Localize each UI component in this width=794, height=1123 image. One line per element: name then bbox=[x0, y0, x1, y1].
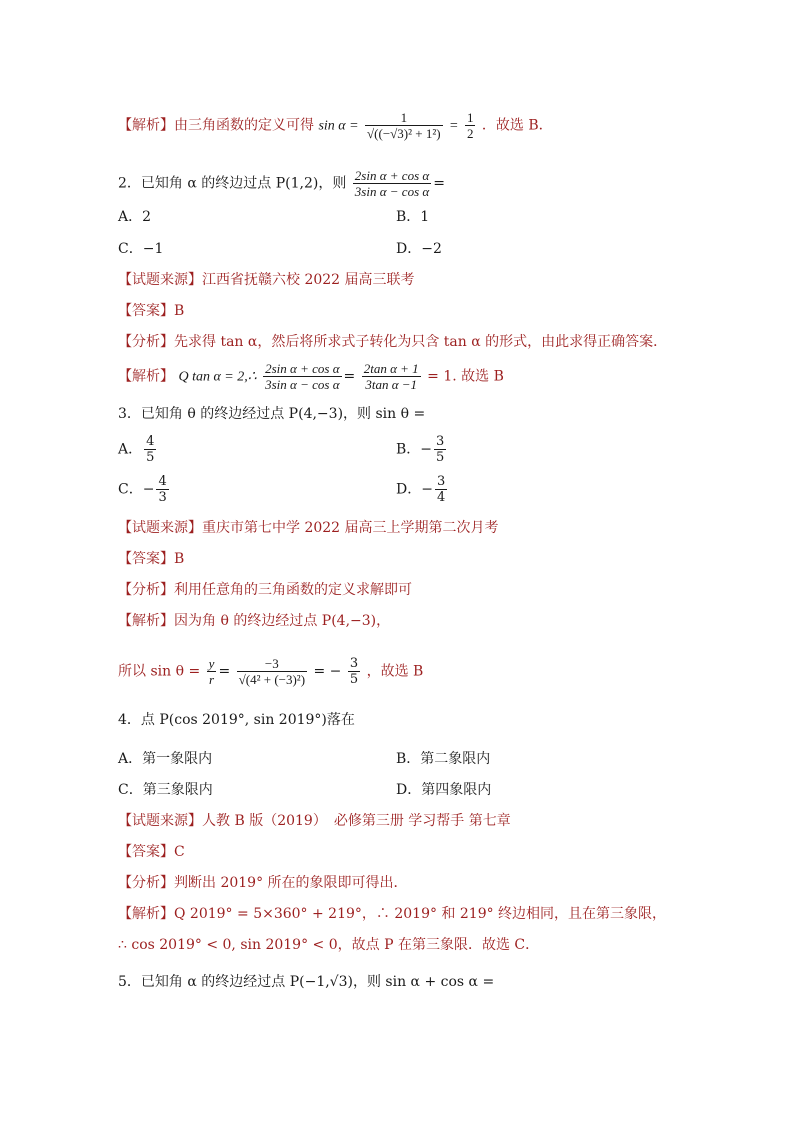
q3-sol2-mid: = − bbox=[313, 663, 342, 680]
q4-option-d: D．第四象限内 bbox=[396, 782, 492, 798]
q4-option-c: C．第三象限内 bbox=[118, 782, 213, 798]
q4-source bbox=[118, 812, 511, 830]
q5-stem: 5．已知角 α 的终边经过点 P(−1,√3)，则 sin α + cos α = bbox=[118, 974, 495, 990]
q3-sol2-pre: 所以 sin θ = bbox=[118, 663, 201, 680]
q3-sol2-tail: ，故选 B bbox=[366, 663, 424, 680]
q3-opt-d-fraction: $\frac{3}{4}$ bbox=[436, 474, 446, 505]
q1-solution-text: 由三角函数的定义可得 bbox=[174, 117, 314, 134]
q4-stem: 4．点 P(cos 2019°, sin 2019°)落在 bbox=[118, 712, 355, 728]
q3-option-d bbox=[396, 474, 449, 505]
q4-solution bbox=[118, 905, 666, 923]
q3-option-c bbox=[118, 474, 171, 505]
q1-solution-tail: ．故选 B． bbox=[481, 117, 553, 134]
q3-option-b bbox=[396, 434, 448, 465]
q2-solution: 【解析】 Q tan α = 2,∴ $\frac{\text{2sin α + cos α}}{\text{3sin α − cos α}}$ = $\frac{\text{2tan α + 1}}{\text{3tan α −1}}$ = 1. 故选 B bbox=[118, 361, 504, 392]
q3-source bbox=[118, 519, 499, 537]
q2-option-c: C．−1 bbox=[118, 241, 164, 257]
q2-option-b: B．1 bbox=[396, 209, 430, 225]
q4-solution-label: 【解析】 bbox=[118, 906, 174, 922]
q2-answer bbox=[118, 302, 184, 320]
q1-solution-label: 【解析】 bbox=[118, 117, 174, 134]
q2-source bbox=[118, 271, 415, 289]
q1-fraction: $\frac{1}{\text{√((−√3)² + 1²)}}$ bbox=[367, 110, 441, 141]
q1-expr-lhs: sin α = bbox=[318, 118, 359, 134]
q4-solution-2: ∴ cos 2019° < 0, sin 2019° < 0，故点 P 在第三象限．故选 C． bbox=[118, 937, 540, 953]
q3-solution-label: 【解析】 bbox=[118, 613, 174, 629]
q4-option-b: B．第二象限内 bbox=[396, 751, 491, 767]
q3-sol2-fraction1: $\frac{y}{r}$ bbox=[208, 656, 215, 687]
q3-opt-d-sign: − bbox=[421, 481, 433, 498]
q3-source-label: 【试题来源】 bbox=[118, 520, 202, 536]
q3-solution-text: 因为角 θ 的终边经过点 P(4,−3)， bbox=[174, 613, 391, 629]
q2-analysis bbox=[118, 333, 667, 351]
q2-answer-value: B bbox=[174, 303, 185, 319]
q2-sol-fraction1: $\frac{\text{2sin α + cos α}}{\text{3sin α − cos α}}$ bbox=[265, 361, 340, 392]
q2-solution-pre: Q tan α = 2,∴ bbox=[178, 369, 257, 385]
q3-opt-b-fraction: $\frac{3}{5}$ bbox=[436, 434, 445, 465]
q3-analysis bbox=[118, 581, 412, 599]
q3-analysis-label: 【分析】 bbox=[118, 582, 174, 598]
q4-analysis bbox=[118, 874, 408, 892]
q2-analysis-text: 先求得 tan α，然后将所求式子转化为只含 tan α 的形式，由此求得正确答案． bbox=[174, 334, 668, 350]
q2-analysis-label: 【分析】 bbox=[118, 334, 174, 350]
q3-sol2-fraction2: $\frac{-3}{\text{√(4² + (−3)²)}}$ bbox=[238, 656, 306, 687]
q3-opt-d-label: D． bbox=[396, 481, 422, 498]
q2-stem bbox=[118, 168, 445, 199]
q2-stem-text: 2．已知角 α 的终边过点 P(1,2)，则 bbox=[118, 175, 347, 192]
q3-opt-a-label: A． bbox=[118, 441, 143, 458]
q2-source-label: 【试题来源】 bbox=[118, 272, 202, 288]
q3-opt-a-fraction: $\frac{4}{5}$ bbox=[146, 434, 155, 465]
q3-answer-label: 【答案】 bbox=[118, 551, 174, 567]
q1-solution bbox=[118, 110, 553, 141]
q4-analysis-label: 【分析】 bbox=[118, 875, 174, 891]
q2-option-d: D．−2 bbox=[396, 241, 442, 257]
q3-opt-c-sign: − bbox=[142, 481, 155, 498]
q2-stem-fraction: $\frac{\text{2sin α + cos α}}{\text{3sin α − cos α}}$ bbox=[354, 168, 430, 199]
q4-source-text: 人教 B 版（2019） 必修第三册 学习帮手 第七章 bbox=[202, 813, 511, 829]
q4-analysis-text: 判断出 2019° 所在的象限即可得出． bbox=[174, 875, 408, 891]
q3-opt-c-label: C． bbox=[118, 481, 143, 498]
q3-opt-b-label: B． bbox=[396, 441, 421, 458]
q1-fraction2: $\frac{1}{2}$ bbox=[466, 110, 474, 141]
q2-answer-label: 【答案】 bbox=[118, 303, 174, 319]
q3-answer bbox=[118, 550, 184, 568]
q2-solution-label: 【解析】 bbox=[118, 368, 174, 385]
q4-answer-label: 【答案】 bbox=[118, 844, 174, 860]
q2-eq: = bbox=[433, 175, 445, 192]
q3-option-a bbox=[118, 434, 158, 465]
q3-source-text: 重庆市第七中学 2022 届高三上学期第二次月考 bbox=[202, 520, 499, 536]
q3-analysis-text: 利用任意角的三角函数的定义求解即可 bbox=[174, 582, 412, 598]
q4-answer-value: C bbox=[174, 844, 185, 860]
q4-source-label: 【试题来源】 bbox=[118, 813, 202, 829]
q1-eq: = bbox=[449, 118, 459, 134]
q3-opt-c-fraction: $\frac{4}{3}$ bbox=[158, 474, 167, 505]
q3-stem: 3．已知角 θ 的终边经过点 P(4,−3)，则 sin θ = bbox=[118, 406, 426, 422]
q3-sol2-fraction3: $\frac{3}{5}$ bbox=[349, 656, 359, 687]
q2-sol-fraction2: $\frac{\text{2tan α + 1}}{\text{3tan α −1}}$ bbox=[363, 361, 419, 392]
q2-source-text: 江西省抚赣六校 2022 届高三联考 bbox=[202, 272, 415, 288]
q3-opt-b-sign: − bbox=[420, 441, 433, 458]
q4-solution-text: Q 2019° = 5×360° + 219°，∴ 2019° 和 219° 终边相同，且在第三象限， bbox=[174, 906, 667, 922]
q2-solution-post: = 1. 故选 B bbox=[427, 368, 504, 385]
q2-option-a: A．2 bbox=[118, 209, 152, 225]
q4-option-a: A．第一象限内 bbox=[118, 751, 213, 767]
q3-solution-2: 所以 sin θ = $\frac{y}{r}$ = $\frac{-3}{\text{√(4² + (−3)²)}}$ = − $\frac{3}{5}$ ，故选 B bbox=[118, 656, 424, 687]
q4-answer bbox=[118, 843, 185, 861]
q3-answer-value: B bbox=[174, 551, 185, 567]
q3-solution bbox=[118, 612, 390, 630]
